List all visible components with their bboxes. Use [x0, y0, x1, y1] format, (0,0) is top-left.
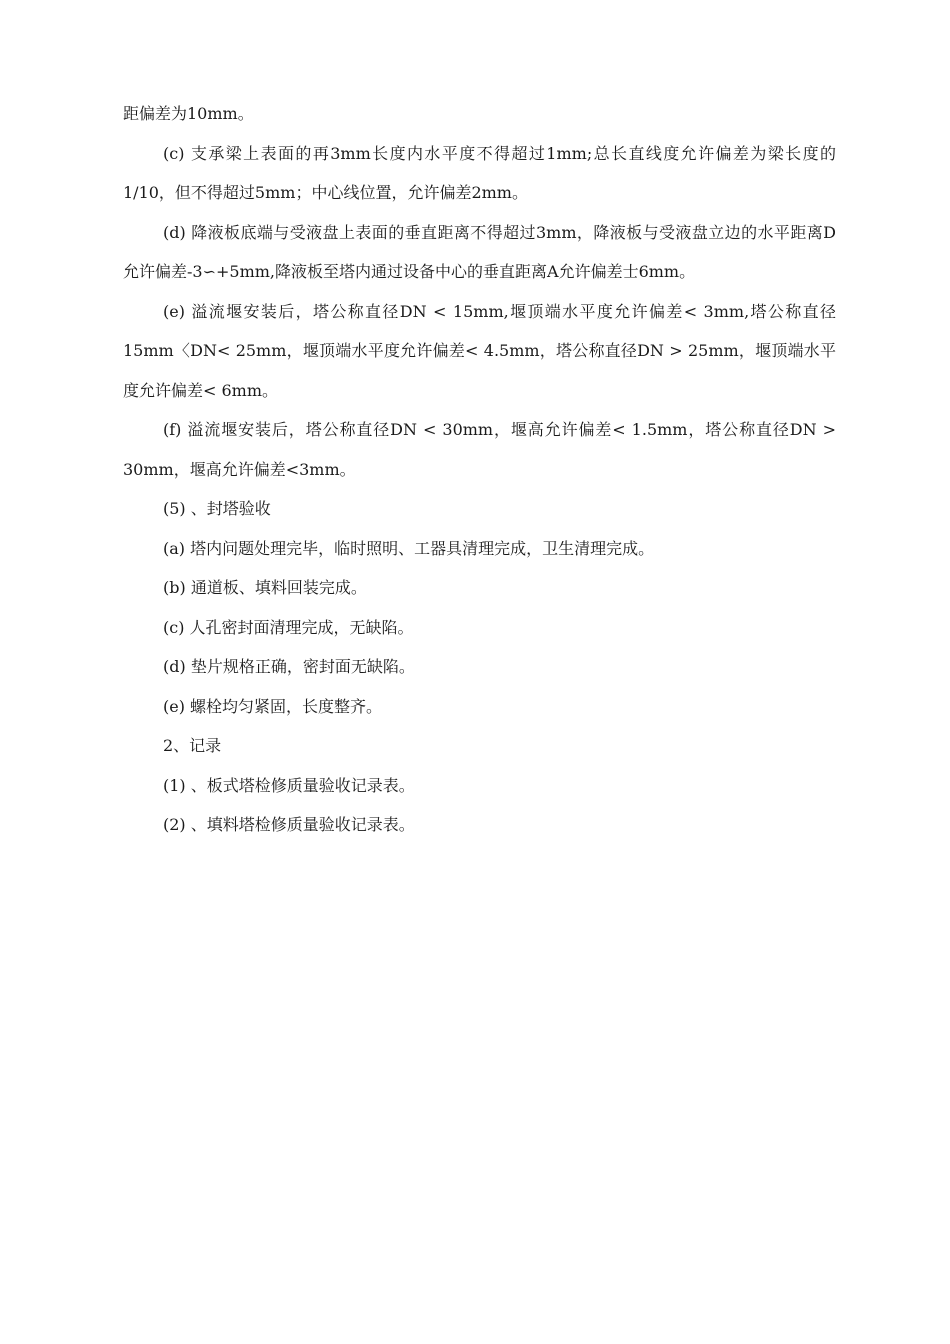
section-heading-records: 2、记录	[163, 736, 222, 755]
paragraph-item-b-reinstall: (b) 通道板、填料回装完成。	[163, 578, 367, 597]
paragraph-item-c-manhole: (c) 人孔密封面清理完成，无缺陷。	[163, 617, 414, 637]
paragraph-record-1: (1) 、板式塔检修质量验收记录表。	[163, 775, 415, 795]
paragraph-item-d-downcomer: (d) 降液板底端与受液盘上表面的垂直距离不得超过3mm，降液板与受液盘立边的水平距离D允许偏差-3∽+5mm,降液板至塔内通过设备中心的垂直距离A允许偏差士6mm。	[123, 222, 836, 281]
paragraph-item-f-weir-height: (f) 溢流堰安装后，塔公称直径DN < 30mm，堰高允许偏差< 1.5mm，塔公称直径DN > 30mm，堰高允许偏差<3mm。	[123, 420, 836, 479]
paragraph-item-e-bolts: (e) 螺栓均匀紧固，长度整齐。	[163, 696, 383, 716]
paragraph-item-c-support-beam: (c) 支承梁上表面的再3mm长度内水平度不得超过1mm;总长直线度允许偏差为梁长度的1/10，但不得超过5mm；中心线位置，允许偏差2mm。	[123, 143, 836, 202]
document-body	[123, 94, 836, 845]
paragraph-continuation: 距偏差为10mm。	[123, 104, 254, 123]
paragraph-item-a-cleanup: (a) 塔内问题处理完毕，临时照明、工器具清理完成，卫生清理完成。	[163, 538, 655, 558]
section-heading-tower-sealing: (5) 、封塔验收	[163, 499, 271, 518]
paragraph-item-d-gasket: (d) 垫片规格正确，密封面无缺陷。	[163, 657, 415, 676]
paragraph-item-e-weir-level: (e) 溢流堰安装后，塔公称直径DN < 15mm,堰顶端水平度允许偏差< 3mm,塔公称直径15mm〈DN< 25mm，堰顶端水平度允许偏差< 4.5mm，塔公称直径DN > 25mm，堰顶端水平度允许偏差< 6mm。	[123, 301, 836, 400]
paragraph-record-2: (2) 、填料塔检修质量验收记录表。	[163, 815, 415, 834]
